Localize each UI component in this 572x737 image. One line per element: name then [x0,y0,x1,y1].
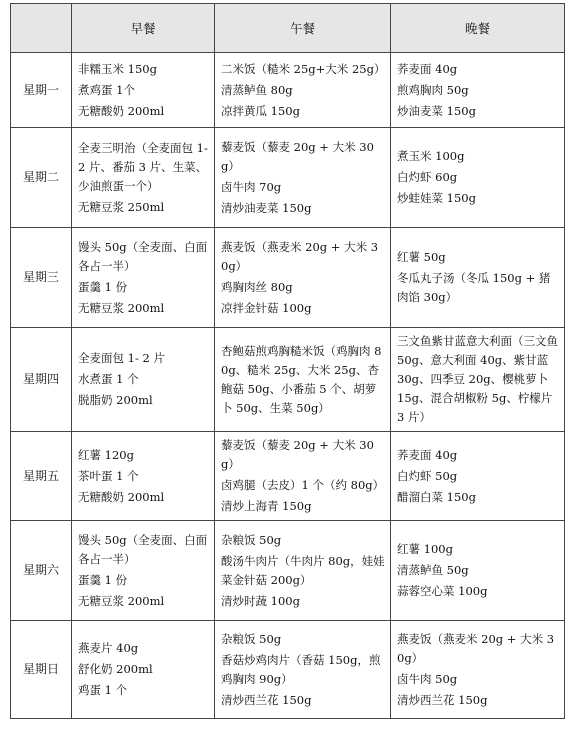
breakfast-cell [72,228,215,328]
breakfast-item: 全麦面包 1- 2 片 [78,351,165,365]
dinner-item: 蒜蓉空心菜 100g [397,584,488,598]
lunch-item: 清蒸鲈鱼 80g [221,82,293,97]
breakfast-cell [72,128,215,228]
breakfast-item: 蛋羹 1 份 [78,572,128,587]
header-lunch: 午餐 [215,4,391,53]
breakfast-item: 脱脂奶 200ml [78,393,153,407]
lunch-item: 杏鲍菇煎鸡胸糙米饭（鸡胸肉 80g、糙米 25g、大米 25g、杏鲍菇 50g、小番茄 5 个、胡萝卜 50g、生菜 50g） [221,343,382,415]
breakfast-item: 无糖豆浆 200ml [78,300,165,315]
table-row [11,432,565,521]
lunch-cell [215,53,391,128]
table-body [11,53,565,719]
lunch-item: 香菇炒鸡肉片（香菇 150g，煎鸡胸肉 90g） [221,652,381,686]
dinner-cell [391,432,565,521]
day-label: 星期四 [11,328,72,432]
lunch-cell [215,621,391,719]
dinner-item: 红薯 100g [397,542,453,556]
header-breakfast: 早餐 [72,4,215,53]
dinner-item: 三文鱼紫甘蓝意大利面（三文鱼 50g、意大利面 40g、紫甘蓝 30g、四季豆 20g、樱桃萝卜 15g、混合胡椒粉 5g、柠檬片 3 片） [397,334,558,424]
dinner-cell [391,228,565,328]
lunch-item: 清炒上海青 150g [221,499,312,513]
lunch-cell [215,328,391,432]
dinner-cell [391,128,565,228]
breakfast-item: 茶叶蛋 1 个 [78,468,139,483]
breakfast-cell [72,621,215,719]
breakfast-item: 红薯 120g [78,447,134,462]
table-row [11,228,565,328]
dinner-item: 煎鸡胸肉 50g [397,82,469,97]
weekly-meal-plan-table [10,3,565,719]
table-header [11,4,565,53]
lunch-item: 鸡胸肉丝 80g [221,279,293,294]
dinner-item: 醋溜白菜 150g [397,489,476,504]
breakfast-item: 舒化奶 200ml [78,662,153,676]
breakfast-item: 非糯玉米 150g [78,61,157,76]
day-label: 星期六 [11,521,72,621]
dinner-item: 红薯 50g [397,250,446,264]
table-row [11,521,565,621]
dinner-item: 荞麦面 40g [397,61,458,76]
breakfast-cell [72,328,215,432]
dinner-item: 荞麦面 40g [397,447,458,462]
breakfast-item: 无糖豆浆 200ml [78,593,165,608]
lunch-cell [215,432,391,521]
breakfast-cell [72,53,215,128]
breakfast-cell [72,521,215,621]
breakfast-item: 燕麦片 40g [78,641,139,655]
breakfast-item: 鸡蛋 1 个 [78,683,128,697]
breakfast-item: 全麦三明治（全麦面包 1-2 片、番茄 3 片、生菜、少油煎蛋一个） [78,140,208,193]
dinner-item: 白灼虾 60g [397,170,458,184]
header-row [11,4,565,53]
lunch-item: 杂粮饭 50g [221,631,282,646]
day-label: 星期一 [11,53,72,128]
dinner-item: 清炒西兰花 150g [397,692,488,707]
dinner-item: 炒蛙娃菜 150g [397,191,476,205]
lunch-item: 藜麦饭（藜麦 20g + 大米 30g） [221,438,374,471]
dinner-cell [391,328,565,432]
lunch-item: 凉拌黄瓜 150g [221,103,300,118]
lunch-item: 卤牛肉 70g [221,179,282,194]
breakfast-item: 无糖酸奶 200ml [78,103,165,118]
dinner-item: 煮玉米 100g [397,149,465,163]
breakfast-item: 水煮蛋 1 个 [78,372,139,386]
lunch-item: 藜麦饭（藜麦 20g + 大米 30g） [221,139,374,173]
breakfast-cell [72,432,215,521]
header-blank-cell [11,4,72,53]
table-row [11,328,565,432]
dinner-cell [391,521,565,621]
lunch-item: 凉拌金针菇 100g [221,300,312,315]
lunch-item: 清炒油麦菜 150g [221,200,312,215]
day-label: 星期二 [11,128,72,228]
dinner-item: 冬瓜丸子汤（冬瓜 150g + 猪肉馅 30g） [397,271,551,304]
dinner-item: 炒油麦菜 150g [397,103,476,118]
breakfast-item: 蛋羹 1 份 [78,279,128,294]
lunch-item: 卤鸡腿（去皮）1 个（约 80g） [221,478,385,492]
lunch-item: 清炒西兰花 150g [221,692,312,707]
dinner-item: 清蒸鲈鱼 50g [397,563,469,577]
day-label: 星期三 [11,228,72,328]
lunch-item: 杂粮饭 50g [221,532,282,547]
header-dinner: 晚餐 [391,4,565,53]
dinner-item: 卤牛肉 50g [397,671,458,686]
day-label: 星期五 [11,432,72,521]
breakfast-item: 煮鸡蛋 1个 [78,82,135,97]
lunch-item: 清炒时蔬 100g [221,593,300,608]
lunch-cell [215,228,391,328]
dinner-cell [391,53,565,128]
breakfast-item: 无糖酸奶 200ml [78,489,165,504]
lunch-item: 燕麦饭（燕麦米 20g + 大米 30g） [221,239,379,273]
breakfast-item: 馒头 50g（全麦面、白面各占一半） [78,532,208,566]
breakfast-item: 馒头 50g（全麦面、白面各占一半） [78,239,208,273]
dinner-cell [391,621,565,719]
table-row [11,53,565,128]
table-row [11,621,565,719]
dinner-item: 燕麦饭（燕麦米 20g + 大米 30g） [397,631,555,665]
day-label: 星期日 [11,621,72,719]
lunch-cell [215,521,391,621]
lunch-item: 酸汤牛肉片（牛肉片 80g，娃娃菜金针菇 200g） [221,553,385,587]
lunch-cell [215,128,391,228]
lunch-item: 二米饭（糙米 25g+大米 25g） [221,61,386,76]
table-row [11,128,565,228]
breakfast-item: 无糖豆浆 250ml [78,199,165,214]
dinner-item: 白灼虾 50g [397,468,458,483]
